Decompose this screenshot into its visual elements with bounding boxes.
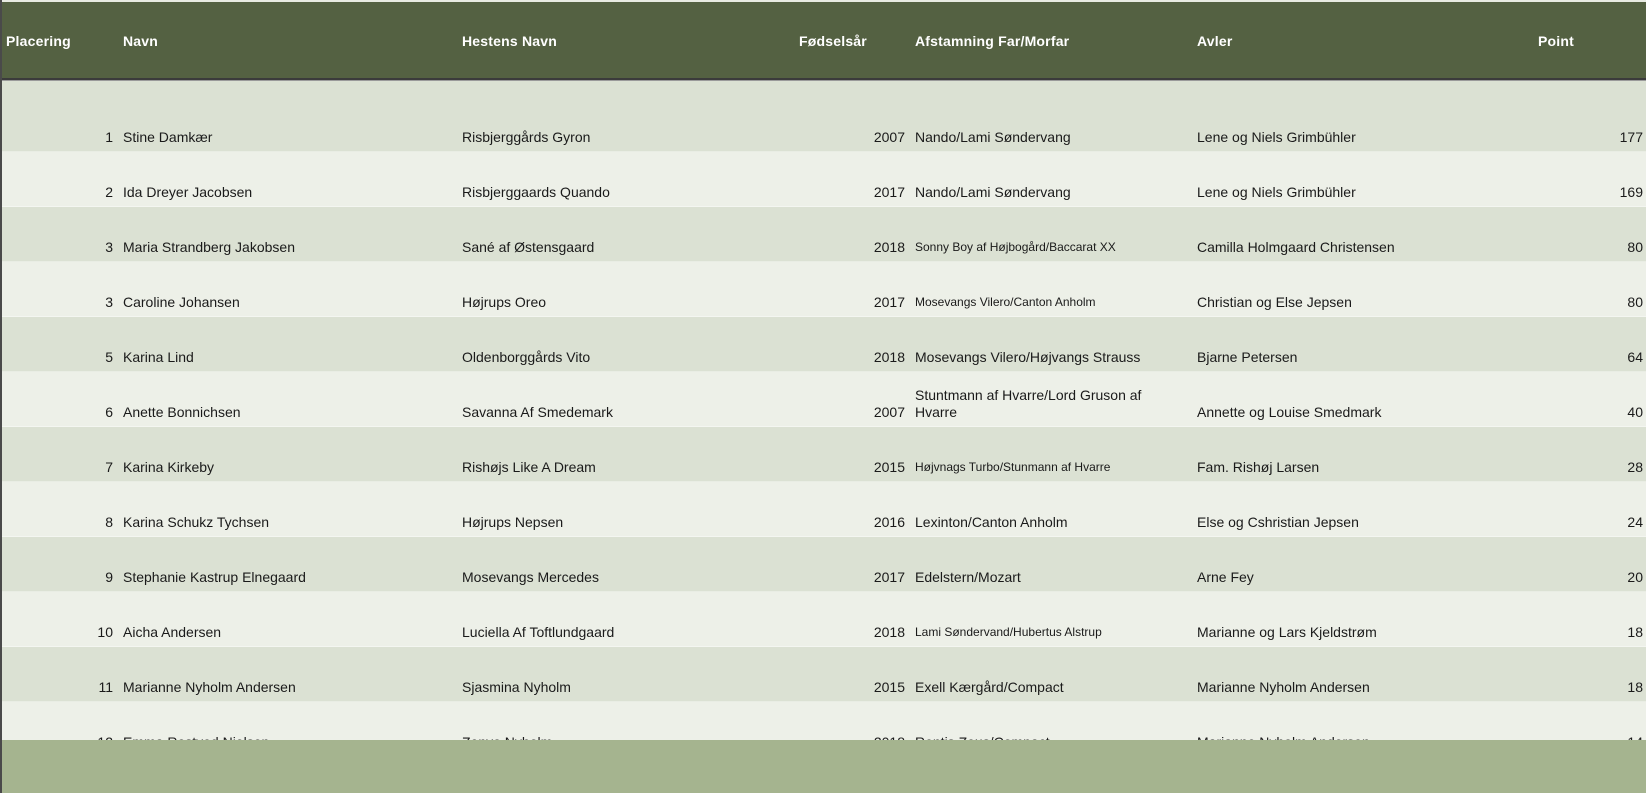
table-row[interactable] — [2, 207, 1646, 262]
cell-fodselsar: 2015 — [873, 459, 905, 475]
cell-afstamning: Højvnags Turbo/Stunmann af Hvarre — [915, 460, 1111, 474]
header-avler[interactable]: Avler — [1197, 33, 1233, 49]
cell-afstamning: Stuntmann af Hvarre/Lord Gruson af Hvarre — [915, 387, 1142, 420]
cell-afstamning: Mosevangs Vilero/Højvangs Strauss — [915, 349, 1141, 365]
cell-hestens-navn: Luciella Af Toftlundgaard — [462, 624, 615, 640]
cell-afstamning: Mosevangs Vilero/Canton Anholm — [915, 295, 1096, 309]
cell-fodselsar: 2017 — [873, 294, 905, 310]
table-row[interactable] — [2, 372, 1646, 427]
header-point[interactable]: Point — [1538, 33, 1574, 49]
cell-point: 24 — [1627, 514, 1643, 530]
cell-placering: 3 — [105, 294, 113, 310]
footer-band — [2, 740, 1646, 793]
cell-afstamning: Exell Kærgård/Compact — [915, 679, 1064, 695]
cell-placering: 6 — [105, 404, 113, 420]
cell-point: 64 — [1627, 349, 1643, 365]
header-fodselsar[interactable]: Fødselsår — [799, 33, 867, 49]
cell-placering: 8 — [105, 514, 113, 530]
table-row[interactable] — [2, 592, 1646, 647]
cell-placering: 11 — [98, 679, 113, 695]
cell-navn: Stine Damkær — [123, 129, 213, 145]
table-row[interactable] — [2, 97, 1646, 152]
header-placering[interactable]: Placering — [6, 33, 71, 49]
cell-avler: Camilla Holmgaard Christensen — [1197, 239, 1395, 255]
cell-avler: Lene og Niels Grimbühler — [1197, 184, 1356, 200]
table-row[interactable] — [2, 427, 1646, 482]
table-row[interactable] — [2, 537, 1646, 592]
cell-placering: 1 — [105, 129, 113, 145]
cell-point: 80 — [1627, 239, 1643, 255]
cell-point: 40 — [1627, 404, 1643, 420]
cell-fodselsar: 2015 — [873, 679, 905, 695]
cell-navn: Karina Schukz Tychsen — [123, 514, 270, 530]
cell-point: 169 — [1619, 184, 1643, 200]
cell-navn: Caroline Johansen — [123, 294, 240, 310]
cell-fodselsar: 2018 — [873, 349, 905, 365]
cell-navn: Karina Lind — [123, 349, 194, 365]
cell-navn: Stephanie Kastrup Elnegaard — [123, 569, 306, 585]
cell-fodselsar: 2007 — [873, 404, 905, 420]
table-row[interactable] — [2, 152, 1646, 207]
cell-navn: Ida Dreyer Jacobsen — [123, 184, 253, 200]
table-row[interactable] — [2, 482, 1646, 537]
cell-afstamning: Edelstern/Mozart — [915, 569, 1021, 585]
cell-hestens-navn: Højrups Oreo — [462, 294, 547, 310]
header-afstamning[interactable]: Afstamning Far/Morfar — [915, 33, 1070, 49]
cell-placering: 10 — [97, 624, 113, 640]
cell-fodselsar: 2018 — [873, 624, 905, 640]
cell-point: 177 — [1619, 129, 1643, 145]
cell-navn: Marianne Nyholm Andersen — [123, 679, 296, 695]
cell-hestens-navn: Højrups Nepsen — [462, 514, 564, 530]
cell-avler: Annette og Louise Smedmark — [1197, 404, 1382, 420]
cell-fodselsar: 2017 — [873, 184, 905, 200]
cell-avler: Else og Cshristian Jepsen — [1197, 514, 1359, 530]
cell-hestens-navn: Mosevangs Mercedes — [462, 569, 599, 585]
table-body — [2, 97, 1646, 757]
cell-point: 20 — [1627, 569, 1643, 585]
cell-placering: 9 — [105, 569, 113, 585]
table-header — [2, 2, 1646, 80]
cell-avler: Arne Fey — [1197, 569, 1254, 585]
cell-hestens-navn: Oldenborggårds Vito — [462, 349, 591, 365]
cell-navn: Anette Bonnichsen — [123, 404, 241, 420]
cell-navn: Maria Strandberg Jakobsen — [123, 239, 295, 255]
cell-afstamning: Lami Søndervand/Hubertus Alstrup — [915, 625, 1102, 639]
cell-avler: Lene og Niels Grimbühler — [1197, 129, 1356, 145]
cell-avler: Fam. Rishøj Larsen — [1197, 459, 1320, 475]
cell-afstamning: Lexinton/Canton Anholm — [915, 514, 1068, 530]
cell-fodselsar: 2018 — [873, 239, 905, 255]
cell-fodselsar: 2007 — [873, 129, 905, 145]
cell-hestens-navn: Risbjerggårds Gyron — [462, 129, 591, 145]
cell-hestens-navn: Rishøjs Like A Dream — [462, 459, 596, 475]
header-spacer — [2, 81, 1646, 97]
table-row[interactable] — [2, 317, 1646, 372]
table-row[interactable] — [2, 647, 1646, 702]
cell-placering: 7 — [105, 459, 113, 475]
cell-point: 80 — [1627, 294, 1643, 310]
header-hestens-navn[interactable]: Hestens Navn — [462, 33, 557, 49]
cell-afstamning: Sonny Boy af Højbogård/Baccarat XX — [915, 240, 1116, 254]
cell-afstamning: Nando/Lami Søndervang — [915, 129, 1071, 145]
cell-placering: 2 — [105, 184, 113, 200]
cell-avler: Marianne og Lars Kjeldstrøm — [1197, 624, 1377, 640]
cell-fodselsar: 2016 — [873, 514, 905, 530]
cell-hestens-navn: Sjasmina Nyholm — [462, 679, 571, 695]
cell-hestens-navn: Savanna Af Smedemark — [462, 404, 613, 420]
cell-fodselsar: 2017 — [873, 569, 905, 585]
cell-point: 28 — [1627, 459, 1643, 475]
table-row[interactable] — [2, 262, 1646, 317]
cell-avler: Marianne Nyholm Andersen — [1197, 679, 1370, 695]
cell-navn: Karina Kirkeby — [123, 459, 215, 475]
cell-avler: Bjarne Petersen — [1197, 349, 1298, 365]
cell-afstamning: Nando/Lami Søndervang — [915, 184, 1071, 200]
header-navn[interactable]: Navn — [123, 33, 159, 49]
cell-placering: 5 — [105, 349, 113, 365]
cell-placering: 3 — [105, 239, 113, 255]
cell-avler: Christian og Else Jepsen — [1197, 294, 1352, 310]
cell-navn: Aicha Andersen — [123, 624, 222, 640]
cell-hestens-navn: Sané af Østensgaard — [462, 239, 595, 255]
cell-point: 18 — [1627, 624, 1643, 640]
cell-point: 18 — [1627, 679, 1643, 695]
cell-hestens-navn: Risbjerggaards Quando — [462, 184, 610, 200]
